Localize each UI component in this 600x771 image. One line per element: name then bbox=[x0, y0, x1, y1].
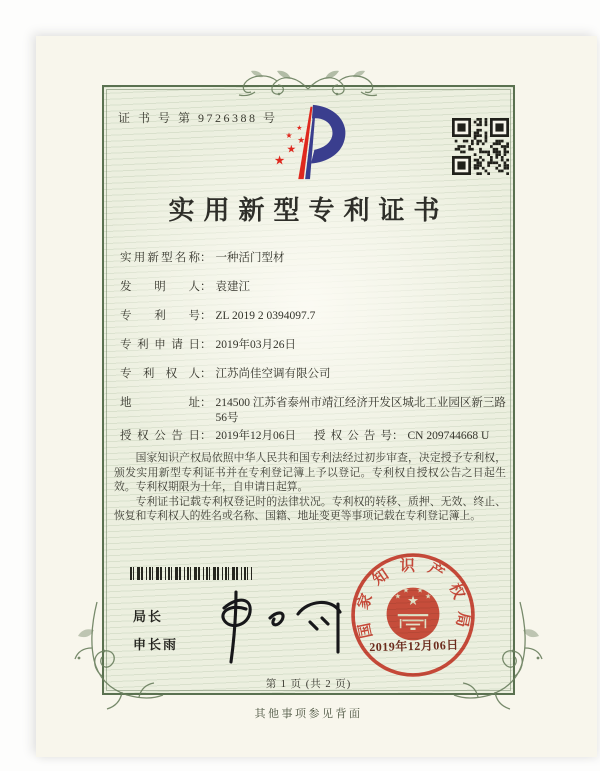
back-note: 其他事项参见背面 bbox=[254, 708, 363, 720]
cnipa-logo-icon bbox=[266, 97, 354, 183]
director-signature bbox=[198, 582, 350, 668]
emblem-star-icon: ★ bbox=[416, 585, 424, 595]
field-patentee: 专利权人 ： 江苏尚佳空调有限公司 bbox=[120, 368, 331, 380]
certificate-title: 实用新型专利证书 bbox=[168, 196, 449, 225]
ornament-top-center-icon bbox=[233, 67, 383, 101]
seal-ring-text: 国家知识产权局 bbox=[353, 557, 473, 640]
emblem-star-icon: ★ bbox=[425, 591, 432, 601]
page-number: 第 1 页 (共 2 页) bbox=[265, 679, 352, 690]
seal-date: 2019年12月06日 bbox=[369, 637, 459, 655]
field-label: 实用新型名称 bbox=[120, 252, 200, 264]
field-value: 袁建江 bbox=[215, 281, 250, 293]
legal-paragraph-2: 专利证书记载专利权登记时的法律状况。专利权的转移、质押、无效、终止、恢复和专利权人的姓名或名称、国籍、地址变更等事项记载在专利登记簿上。 bbox=[114, 495, 506, 523]
logo-star-icon: ★ bbox=[286, 142, 297, 156]
barcode bbox=[130, 567, 252, 580]
signer-title: 局长 bbox=[133, 609, 164, 624]
field-inventor: 发明人 ： 袁建江 bbox=[120, 281, 250, 293]
official-seal bbox=[349, 551, 477, 679]
field-value: 一种活门型材 bbox=[215, 252, 285, 264]
field-label: 授权公告号 bbox=[314, 430, 392, 442]
field-filing-date: 专利申请日 ： 2019年03月26日 bbox=[120, 339, 296, 351]
signer-name: 申长雨 bbox=[133, 637, 179, 652]
logo-star-icon: ★ bbox=[297, 135, 306, 146]
field-grant-date: 授权公告日 ： 2019年12月06日 bbox=[120, 430, 296, 442]
field-label: 发明人 bbox=[120, 281, 200, 293]
field-grant-row bbox=[120, 429, 506, 444]
field-value: 2019年12月06日 bbox=[215, 430, 296, 442]
legal-text-block bbox=[114, 451, 506, 524]
field-patent-number: 专利号 ： ZL 2019 2 0394097.7 bbox=[120, 310, 316, 322]
field-utility-model-name: 实用新型名称 ： 一种活门型材 bbox=[120, 252, 285, 264]
fields-block bbox=[120, 251, 506, 458]
field-value: CN 209744668 U bbox=[407, 430, 490, 442]
emblem-star-icon: ★ bbox=[394, 591, 401, 601]
field-label: 专利号 bbox=[120, 310, 200, 322]
field-label: 地址 bbox=[120, 397, 200, 409]
field-grant-number: 授权公告号 ： CN 209744668 U bbox=[314, 430, 490, 442]
field-value: 江苏尚佳空调有限公司 bbox=[215, 368, 331, 380]
field-value: 2019年03月26日 bbox=[215, 339, 296, 351]
signer-block bbox=[133, 603, 178, 659]
field-value: ZL 2019 2 0394097.7 bbox=[215, 310, 316, 322]
emblem-star-icon: ★ bbox=[402, 585, 410, 595]
logo-star-icon: ★ bbox=[285, 131, 293, 141]
legal-paragraph-1: 国家知识产权局依照中华人民共和国专利法经过初步审查，决定授予专利权，颁发实用新型专利证书并在专利登记簿上予以登记。专利权自授权公告之日起生效。专利权期限为十年，自申请日起算。 bbox=[114, 452, 506, 494]
field-label: 专利申请日 bbox=[120, 339, 200, 351]
logo-star-icon: ★ bbox=[296, 124, 303, 133]
field-value: 214500 江苏省泰州市靖江经济开发区城北工业园区新三路56号 bbox=[215, 397, 506, 424]
certificate-number: 证 书 号 第 9726388 号 bbox=[118, 111, 278, 125]
field-address: 地址 ： 214500 江苏省泰州市靖江经济开发区城北工业园区新三路56号 bbox=[120, 397, 506, 424]
logo-star-icon: ★ bbox=[273, 152, 286, 168]
field-label: 专利权人 bbox=[120, 368, 200, 380]
qr-code bbox=[452, 118, 509, 175]
seal-emblem-icon bbox=[387, 586, 440, 641]
emblem-star-icon: ★ bbox=[407, 593, 419, 609]
field-label: 授权公告日 bbox=[120, 430, 200, 442]
